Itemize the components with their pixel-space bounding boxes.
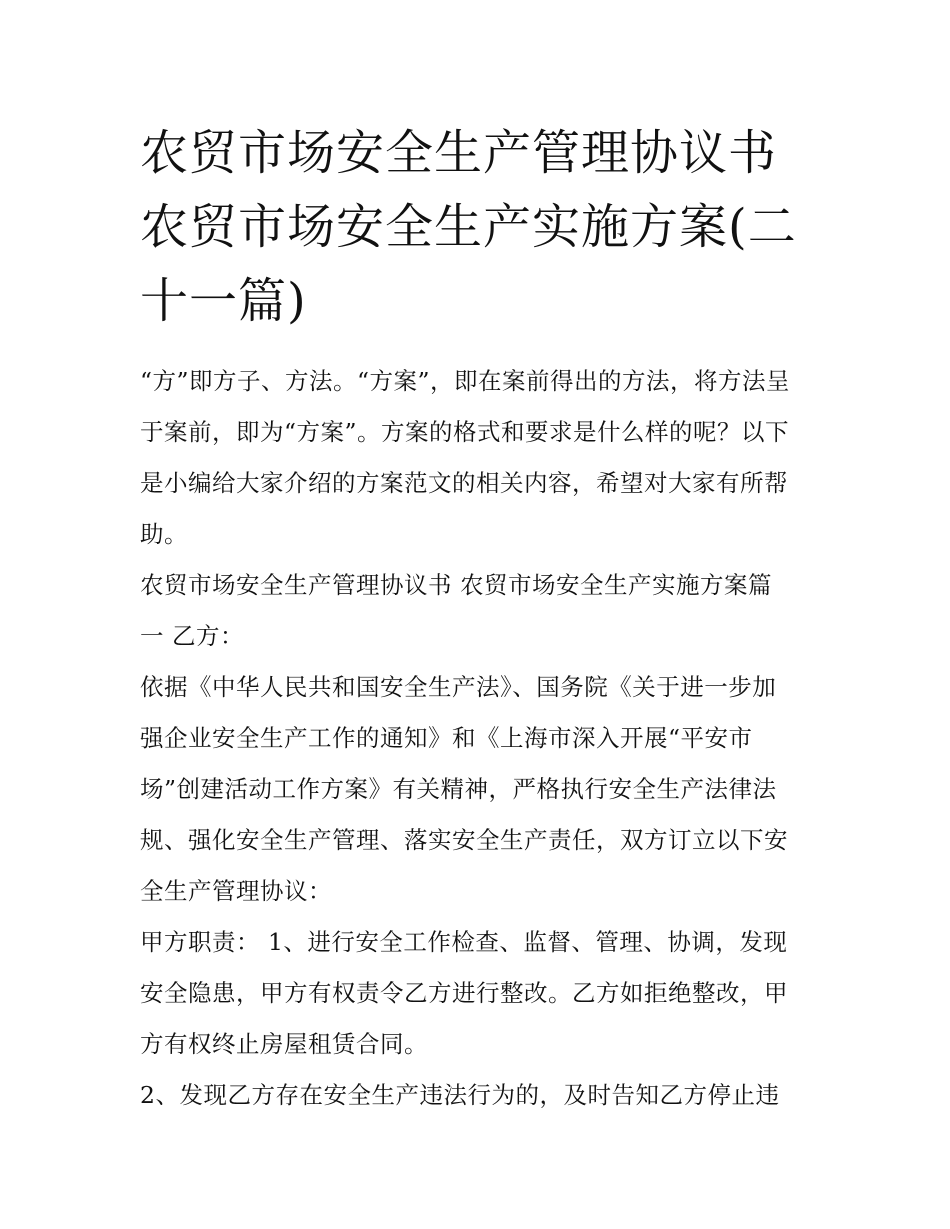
body-line: 甲方职责： 1、进行安全工作检查、监督、管理、协调，发现 — [140, 928, 788, 956]
document-title — [140, 116, 830, 338]
title-line: 农贸市场安全生产管理协议书 — [140, 125, 778, 181]
body-line: 于案前，即为“方案”。方案的格式和要求是什么样的呢？以下 — [140, 418, 790, 446]
body-line: 方有权终止房屋租赁合同。 — [140, 1030, 428, 1058]
document-body — [140, 356, 830, 1121]
body-line: 助。 — [140, 520, 188, 548]
body-line: 规、强化安全生产管理、落实安全生产责任，双方订立以下安 — [140, 826, 788, 854]
body-line: 是小编给大家介绍的方案范文的相关内容，希望对大家有所帮 — [140, 469, 788, 497]
body-line: 场”创建活动工作方案》有关精神，严格执行安全生产法律法 — [140, 775, 777, 803]
body-line: 一 乙方： — [140, 622, 244, 650]
title-line: 农贸市场安全生产实施方案(二 — [140, 199, 797, 255]
body-line: 全生产管理协议： — [140, 877, 332, 905]
body-line: 强企业安全生产工作的通知》和《上海市深入开展“平安市 — [140, 724, 753, 752]
body-line: “方”即方子、方法。“方案”，即在案前得出的方法，将方法呈 — [140, 367, 791, 395]
body-line: 依据《中华人民共和国安全生产法》、国务院《关于进一步加 — [140, 673, 777, 701]
title-line: 十一篇) — [140, 273, 307, 329]
body-line: 安全隐患，甲方有权责令乙方进行整改。乙方如拒绝整改，甲 — [140, 979, 788, 1007]
body-line: 农贸市场安全生产管理协议书 农贸市场安全生产实施方案篇 — [140, 571, 772, 599]
body-line: 2、发现乙方存在安全生产违法行为的，及时告知乙方停止违 — [140, 1081, 780, 1109]
